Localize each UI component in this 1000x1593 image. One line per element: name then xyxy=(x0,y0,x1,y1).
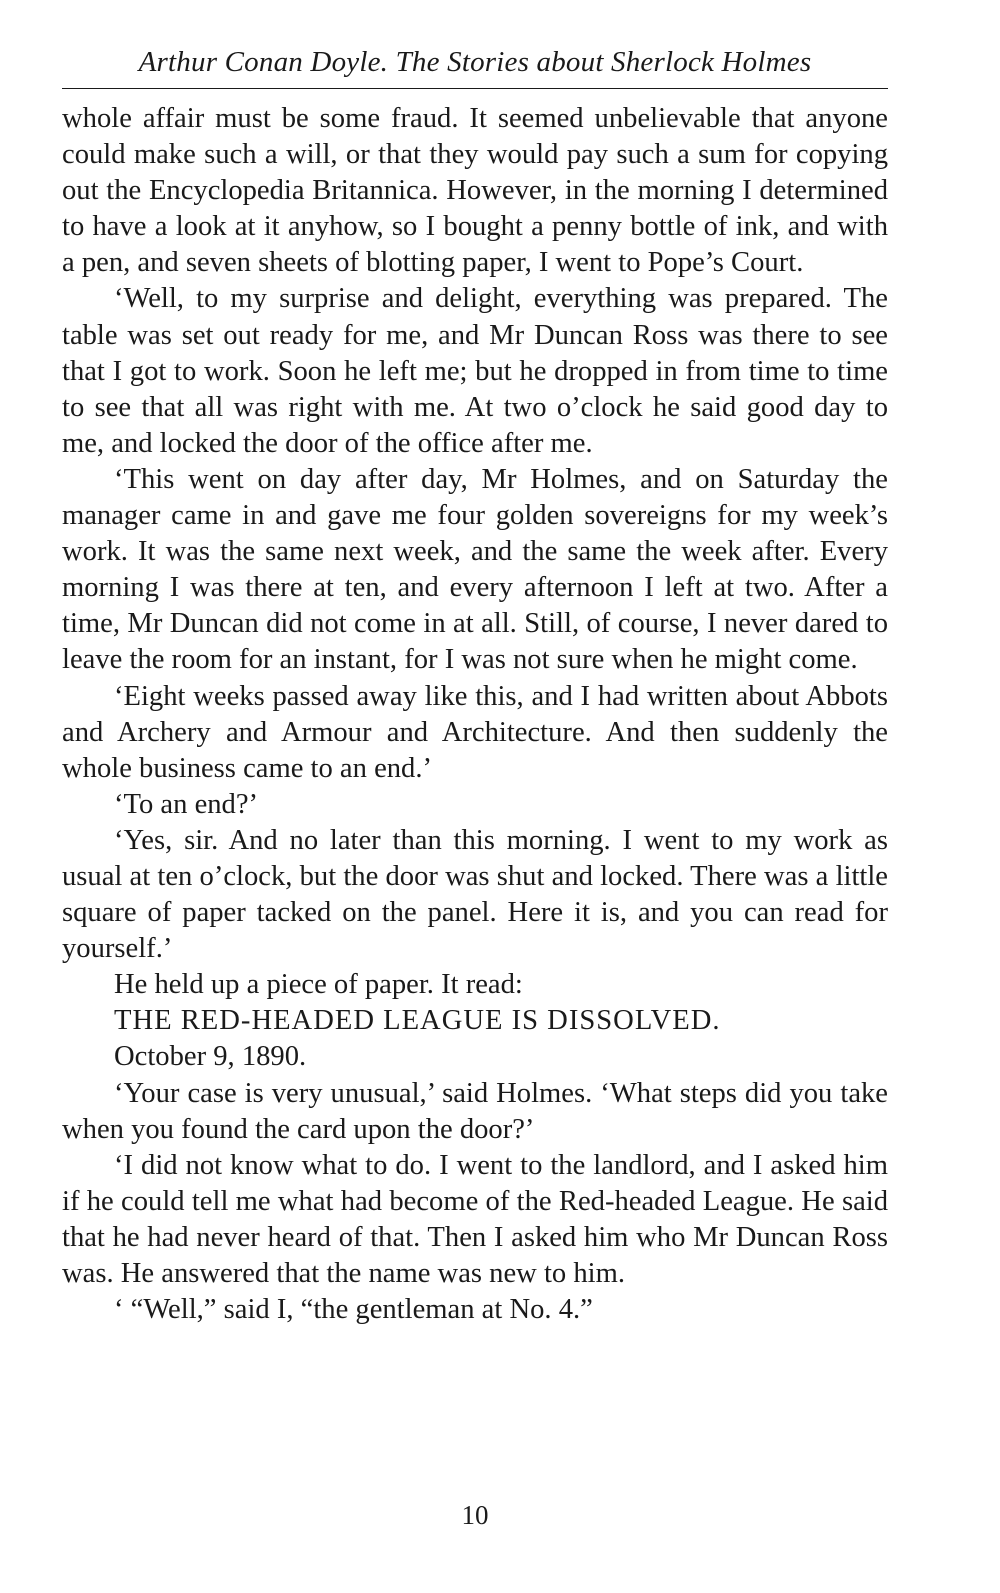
page-number: 10 xyxy=(461,1500,489,1530)
running-head-title: Arthur Conan Doyle. The Stories about Sherlock Holmes xyxy=(138,46,812,78)
paragraph: He held up a piece of paper. It read: xyxy=(114,969,523,1001)
paragraph: ‘I did not know what to do. I went to the landlord, and I asked him if he could tell me what had become of the Red-headed League. He said that he had never heard of that. Then I asked him who Mr Duncan Ross was. He answered that the name was new to him. xyxy=(62,1149,888,1289)
paragraph: whole affair must be some fraud. It seemed unbelievable that anyone could make such a will, or that they would pay such a sum for copying out the Encyclopedia Britannica. However, in the morning I determined to have a look at it anyhow, so I bought a penny bottle of ink, and with a pen, and seven sheets of blotting paper, I went to Pope’s Court. xyxy=(62,103,888,279)
paragraph: ‘This went on day after day, Mr Holmes, and on Saturday the manager came in and gave me four golden sovereigns for my week’s work. It was the same next week, and the same the week after. Every morning I was there at ten, and every afternoon I left at two. After a time, Mr Duncan did not come in at all. Still, of course, I never dared to leave the room for an instant, for I was not sure when he might come. xyxy=(62,463,888,676)
paragraph: ‘Your case is very unusual,’ said Holmes. ‘What steps did you take when you found the card upon the door?’ xyxy=(62,1077,888,1145)
paragraph: ‘Well, to my surprise and delight, everything was prepared. The table was set out ready for me, and Mr Duncan Ross was there to see that I got to work. Soon he left me; but he dropped in from time to time to see that all was right with me. At two o’clock he said good day to me, and locked the door of the office after me. xyxy=(62,283,888,459)
paragraph: ‘ “Well,” said I, “the gentleman at No. 4.” xyxy=(114,1294,593,1326)
notice-date: October 9, 1890. xyxy=(114,1041,307,1073)
paragraph: ‘To an end?’ xyxy=(114,788,259,820)
body-text xyxy=(62,101,888,1328)
notice-text: THE RED-HEADED LEAGUE IS DISSOLVED. xyxy=(114,1005,721,1037)
paragraph: ‘Eight weeks passed away like this, and I had written about Abbots and Archery and Armour and Architecture. And then suddenly the whole business came to an end.’ xyxy=(62,680,888,784)
header-rule xyxy=(62,88,888,89)
paragraph: ‘Yes, sir. And no later than this morning. I went to my work as usual at ten o’clock, but the door was shut and locked. There was a little square of paper tacked on the panel. Here it is, and you can read for yourself.’ xyxy=(62,824,888,965)
